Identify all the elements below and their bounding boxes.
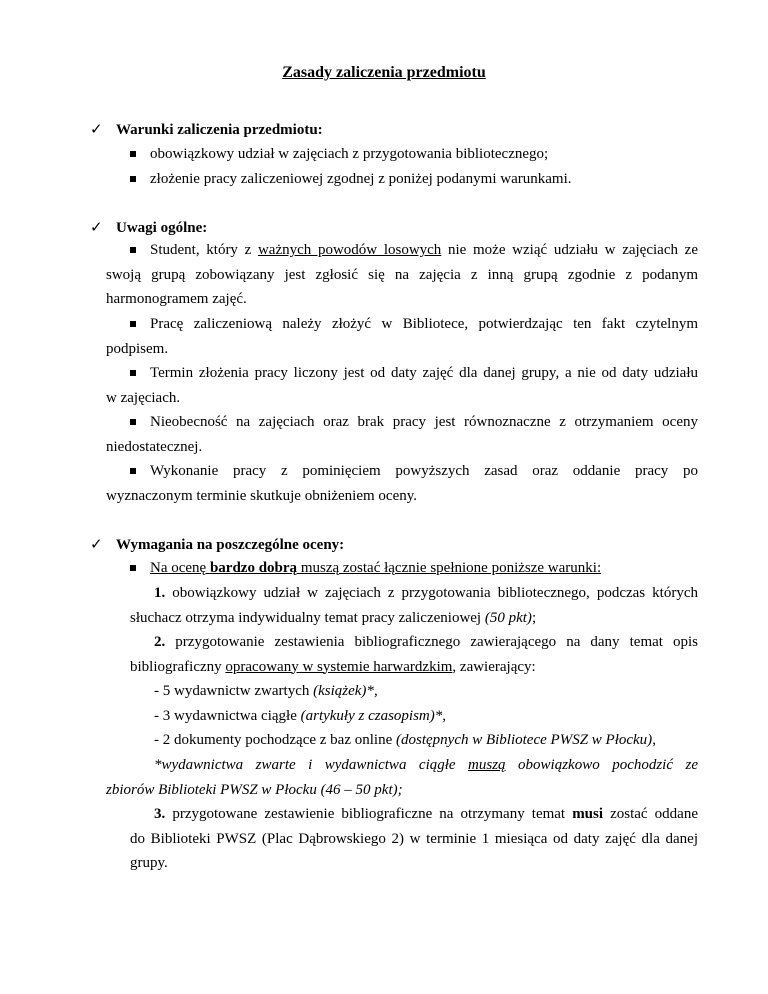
bullet-icon	[130, 370, 136, 376]
check-mark-icon: ✓	[90, 122, 103, 138]
requirement-item-1: 1. obowiązkowy udział w zajęciach z przygotowania bibliotecznego, podczas których słuchacz otrzyma indywidualny temat pracy zaliczeniowej (50 pkt);	[130, 585, 698, 626]
page-title: Zasady zaliczenia przedmiotu	[282, 64, 486, 81]
section-heading-general-notes: ✓ Uwagi ogólne:	[90, 220, 208, 236]
check-mark-icon: ✓	[90, 537, 103, 553]
requirement-item-3: 3. przygotowane zestawienie bibliograficzne na otrzymany temat musi zostać oddane do Biblioteki PWSZ (Plac Dąbrowskiego 2) w terminie 1 miesiąca od daty zajęć dla danej grupy.	[130, 806, 698, 871]
note-paragraph: Student, który z ważnych powodów losowych nie może wziąć udziału w zajęciach ze swoją grupą zobowiązany jest zgłosić się na zajęcia z inną grupą zgodnie z podanym harmonogramem zajęć.	[106, 242, 698, 307]
bullet-icon	[130, 151, 136, 157]
bullet-icon	[130, 468, 136, 474]
requirement-item-2: 2. przygotowanie zestawienia bibliograficznego zawierającego na dany temat opis bibliograficzny opracowany w systemie harwardzkim, zawierający: - 5 wydawnictw zwartych (książek)*, - 3 wydawnictwa ciągłe (artykuły z czasopism)*, - 2 dokumenty pochodzące z baz online (dostępnych w Bibliotece PWSZ w Płocku),	[130, 634, 698, 748]
note-footnote: *wydawnictwa zwarte i wydawnictwa ciągłe muszą obowiązkowo pochodzić ze zbiorów Biblioteki PWSZ w Płocku (46 – 50 pkt);	[106, 757, 698, 798]
list-item: złożenie pracy zaliczeniowej zgodnej z poniżej podanymi warunkami.	[130, 171, 572, 188]
bullet-icon	[130, 565, 136, 571]
check-mark-icon: ✓	[90, 220, 103, 236]
section-heading-grade-requirements: ✓ Wymagania na poszczególne oceny:	[90, 537, 345, 553]
bullet-icon	[130, 419, 136, 425]
requirement-heading: Na ocenę bardzo dobrą muszą zostać łącznie spełnione poniższe warunki:	[130, 560, 601, 577]
bullet-icon	[130, 176, 136, 182]
note-paragraph: Nieobecność na zajęciach oraz brak pracy jest równoznaczne z otrzymaniem oceny niedostatecznej.	[106, 414, 698, 455]
list-item: obowiązkowy udział w zajęciach z przygotowania bibliotecznego;	[130, 146, 548, 163]
bullet-icon	[130, 321, 136, 327]
section-heading-conditions: ✓ Warunki zaliczenia przedmiotu:	[90, 122, 323, 138]
note-paragraph: Termin złożenia pracy liczony jest od daty zajęć dla danej grupy, a nie od daty udziału w zajęciach.	[106, 365, 698, 406]
note-paragraph: Pracę zaliczeniową należy złożyć w Bibliotece, potwierdzając ten fakt czytelnym podpisem.	[106, 316, 698, 357]
note-paragraph: Wykonanie pracy z pominięciem powyższych zasad oraz oddanie pracy po wyznaczonym terminie skutkuje obniżeniem oceny.	[106, 463, 698, 504]
bullet-icon	[130, 247, 136, 253]
